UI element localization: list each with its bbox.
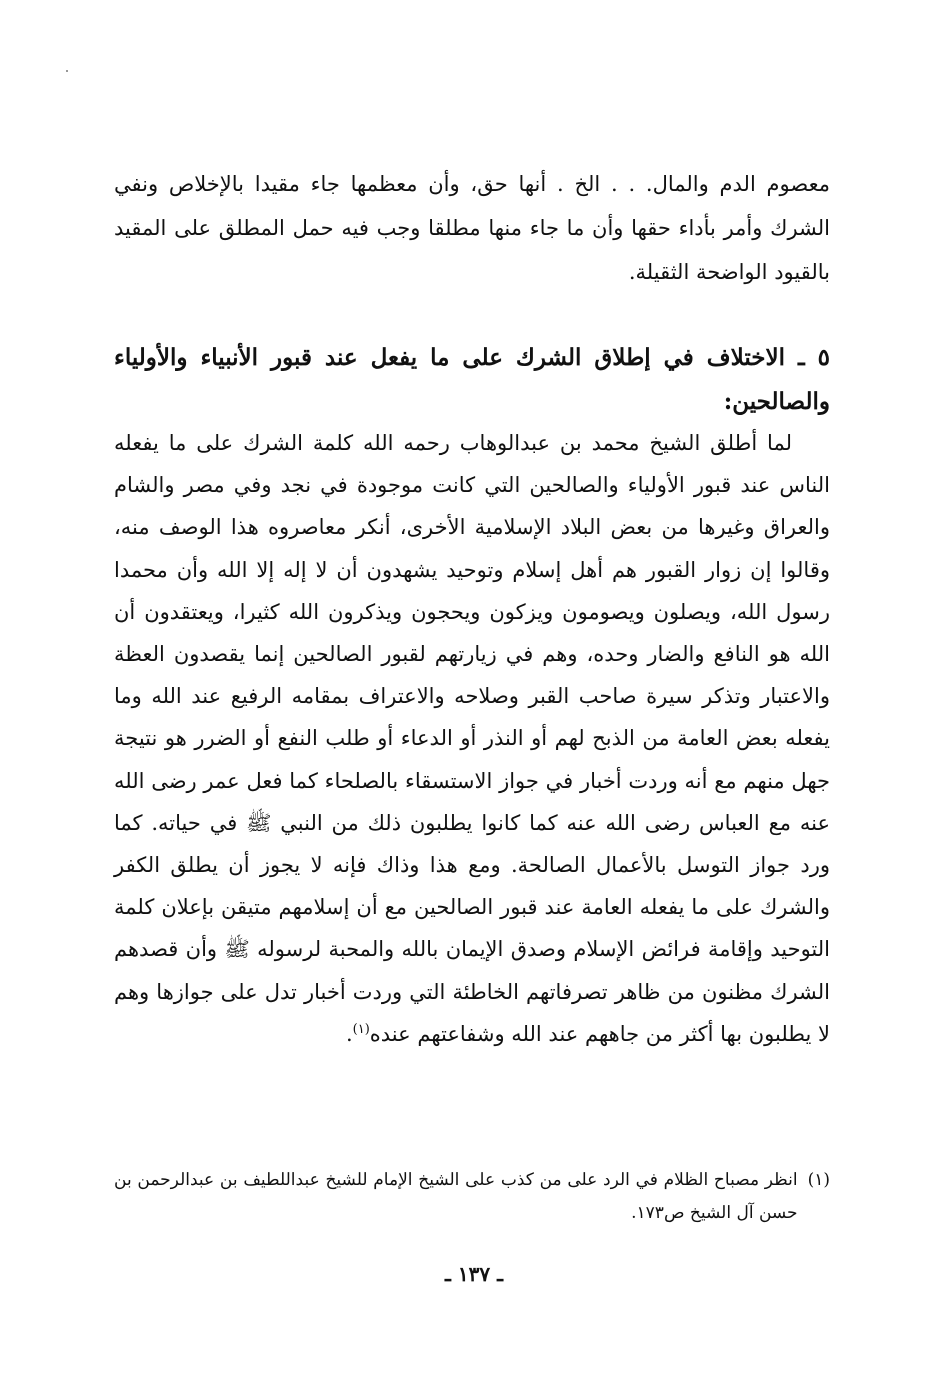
footnote-divider: [610, 1142, 830, 1143]
footnote-reference[interactable]: (١): [352, 1021, 370, 1037]
section-body-text: لما أطلق الشيخ محمد بن عبدالوهاب رحمه الله كلمة الشرك على ما يفعله الناس عند قبور الأولياء والصالحين التي كانت موجودة في نجد وفي مصر والشام والعراق وغيرها من بعض البلاد الإسلامية الأخرى، أنكر معاصروه هذا الوصف منه، وقالوا إن زوار القبور هم أهل إسلام وتوحيد يشهدون أن لا إله إلا الله وأن محمدا رسول الله، ويصلون ويصومون ويزكون ويحجون ويذكرون الله كثيرا، ويعتقدون أن الله هو النافع والضار وحده، وهم في زيارتهم لقبور الصالحين إنما يقصدون العظة والاعتبار وتذكر سيرة صاحب القبر وصلاحه والاعتراف بمقامه الرفيع عند الله وما يفعله بعض العامة من الذبح لهم أو النذر أو الدعاء أو طلب النفع أو الضرر هو نتيجة جهل منهم مع أنه وردت أخبار في جواز الاستسقاء بالصلحاء كما فعل عمر رضى الله عنه مع العباس رضى الله عنه كما كانوا يطلبون ذلك من النبي ﷺ في حياته. كما ورد جواز التوسل بالأعمال الصالحة. ومع هذا وذاك فإنه لا يجوز أن يطلق الكفر والشرك على ما يفعله العامة عند قبور الصالحين مع أن إسلامهم متيقن بإعلان كلمة التوحيد وإقامة فرائض الإسلام وصدق الإيمان بالله والمحبة لرسوله ﷺ وأن قصدهم الشرك مظنون من ظاهر تصرفاتهم الخاطئة التي وردت أخبار تدل على جوازها وهم لا يطلبون بها أكثر من جاههم عند الله وشفاعتهم عنده: [114, 431, 830, 1046]
intro-paragraph: معصوم الدم والمال. . . الخ . أنها حق، وأن معظمها جاء مقيدا بالإخلاص ونفي الشرك وأمر بأداء حقها وأن ما جاء منها مطلقا وجب فيه حمل المطلق على المقيد بالقيود الواضحة الثقيلة.: [114, 172, 830, 284]
page-number: ـ ١٣٧ ـ: [445, 1262, 503, 1286]
footnote-number: (١): [807, 1170, 830, 1190]
footnote: [114, 1164, 830, 1230]
section-body-paragraph: [114, 422, 830, 1055]
footnote-text: انظر مصباح الظلام في الرد على من كذب على الشيخ الإمام للشيخ عبداللطيف بن عبدالرحمن بن حسن آل الشيخ ص١٧٣.: [114, 1170, 798, 1223]
scan-speck: [66, 70, 68, 72]
section-body-end: .: [345, 1021, 353, 1046]
section-heading: ٥ ـ الاختلاف في إطلاق الشرك على ما يفعل عند قبور الأنبياء والأولياء والصالحين:: [114, 344, 830, 415]
